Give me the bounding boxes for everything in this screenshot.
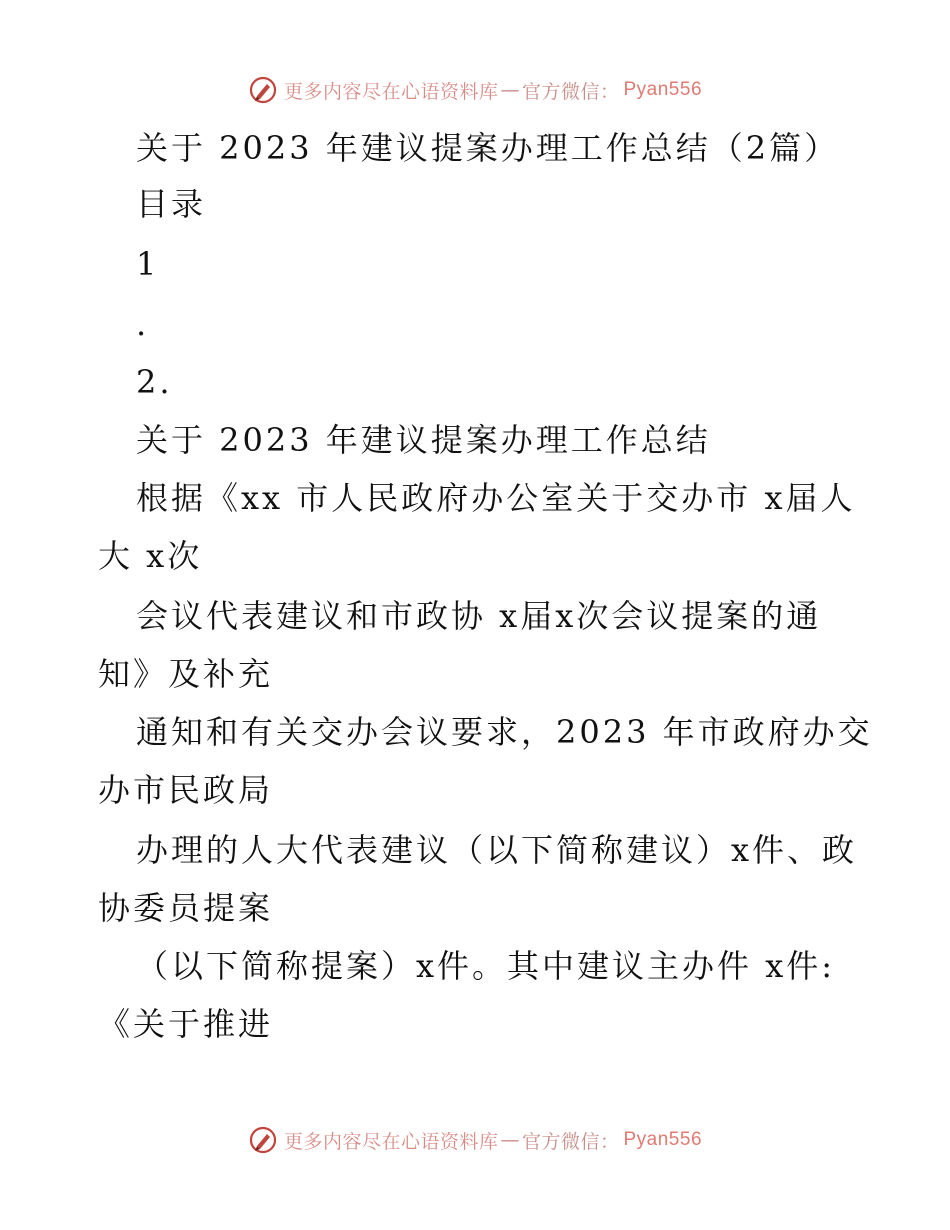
watermark-header xyxy=(0,72,950,108)
watermark-footer xyxy=(0,1122,950,1158)
paragraph-line: （以下简称提案）x件。其中建议主办件 x件: xyxy=(136,947,836,985)
section-heading: 关于 2023 年建议提案办理工作总结 xyxy=(136,421,711,459)
watermark-id: Pyan556 xyxy=(623,1129,703,1150)
toc-item-dot: . xyxy=(136,305,150,343)
pen-logo-icon xyxy=(248,1125,278,1155)
paragraph-line: 大 x次 xyxy=(98,537,203,575)
toc-item-1: 1 xyxy=(136,245,160,283)
watermark-brand: 更多内容尽在心语资料库 xyxy=(283,1130,499,1153)
document-title: 关于 2023 年建议提案办理工作总结（2篇） xyxy=(136,129,840,167)
watermark-id: Pyan556 xyxy=(623,79,703,100)
watermark-brand: 更多内容尽在心语资料库 xyxy=(283,80,499,103)
paragraph-line: 《关于推进 xyxy=(98,1005,274,1043)
watermark-label: 官方微信： xyxy=(521,80,620,103)
toc-heading: 目录 xyxy=(136,185,207,223)
paragraph-line: 办市民政局 xyxy=(98,771,274,809)
paragraph-line: 通知和有关交办会议要求，2023 年市政府办交 xyxy=(136,713,873,751)
paragraph-line: 协委员提案 xyxy=(98,889,274,927)
paragraph-line: 知》及补充 xyxy=(98,655,274,693)
paragraph-line: 会议代表建议和市政协 x届x次会议提案的通 xyxy=(136,597,822,635)
paragraph-line: 办理的人大代表建议（以下简称建议）x件、政 xyxy=(136,831,858,869)
watermark-separator: — xyxy=(500,1129,520,1151)
watermark-separator: — xyxy=(500,79,520,101)
paragraph-line: 根据《xx 市人民政府办公室关于交办市 x届人 xyxy=(136,479,856,517)
watermark-label: 官方微信： xyxy=(521,1130,620,1153)
pen-logo-icon xyxy=(248,75,278,105)
toc-item-2: 2. xyxy=(136,363,173,401)
